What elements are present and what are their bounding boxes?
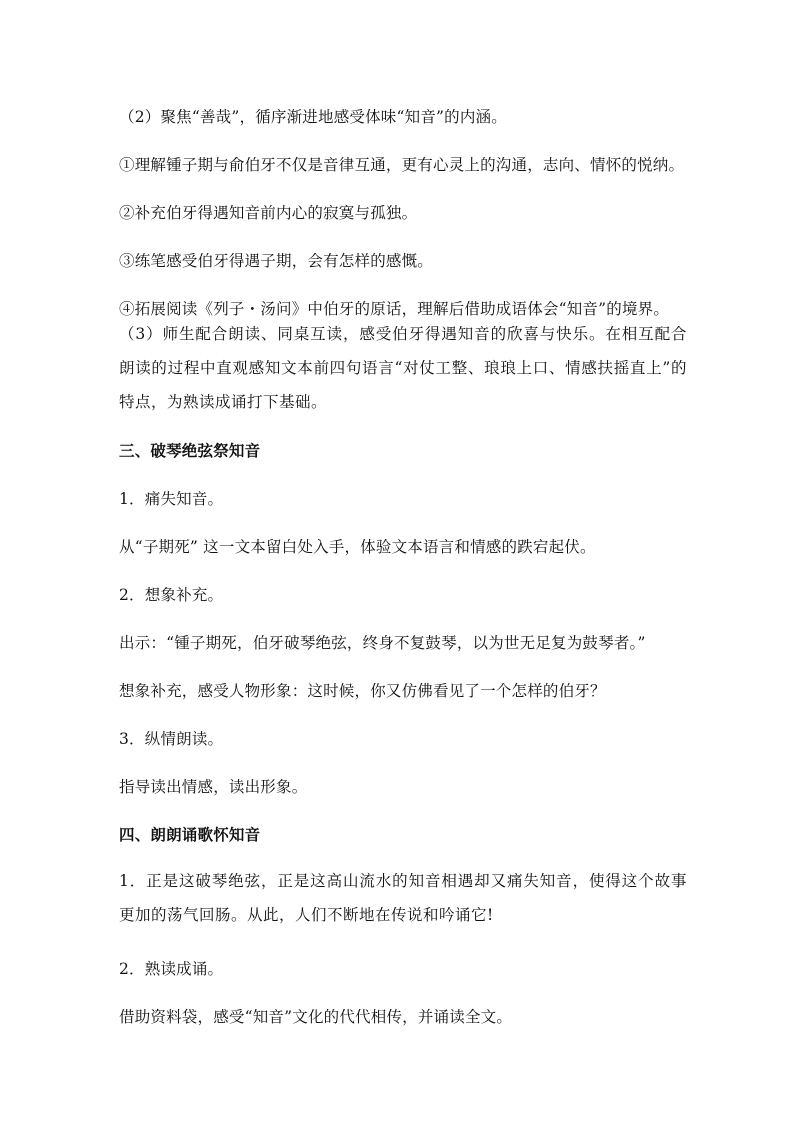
paragraph-item-2: ②补充伯牙得遇知音前内心的寂寞与孤独。 <box>119 204 418 222</box>
section-heading-3: 三、破琴绝弦祭知音 <box>119 441 261 460</box>
section-heading-4: 四、朗朗诵歌怀知音 <box>119 825 261 844</box>
paragraph-reading-practice: （3）师生配合朗读、同桌互读，感受伯牙得遇知音的欣喜与快乐。在相互配合朗读的过程中直观感知文本前四句语言“对仗工整、琅琅上口、情感扶摇直上”的特点，为熟读成诵打下基础。 <box>119 325 687 411</box>
step-read-aloud: 3．纵情朗读。 <box>119 730 224 748</box>
paragraph-resource-bag: 借助资料袋，感受“知音”文化的代代相传，并诵读全文。 <box>119 1008 513 1026</box>
paragraph-quote: 出示：“锺子期死，伯牙破琴绝弦，终身不复鼓琴，以为世无足复为鼓琴者。” <box>119 634 646 652</box>
step-lose-friend: 1．痛失知音。 <box>119 490 224 508</box>
paragraph-broken-strings: 1．正是这破琴绝弦，正是这高山流水的知音相遇却又痛失知音，使得这个故事更加的荡气回肠。从此，人们不断地在传说和吟诵它! <box>119 872 687 924</box>
paragraph-ziqi-died: 从“子期死” 这一文本留白处入手，体验文本语言和情感的跌宕起伏。 <box>119 538 596 556</box>
paragraph-item-1: ①理解锺子期与俞伯牙不仅是音律互通，更有心灵上的沟通，志向、情怀的悦纳。 <box>119 156 685 174</box>
paragraph-guide-reading: 指导读出情感，读出形象。 <box>119 778 308 796</box>
step-recite: 2．熟读成诵。 <box>119 960 224 978</box>
paragraph-item-4: ④拓展阅读《列子・汤问》中伯牙的原话，理解后借助成语体会“知音”的境界。 <box>119 300 670 318</box>
paragraph-focus-shanzai: （2）聚焦“善哉”，循序渐进地感受体味“知音”的内涵。 <box>119 108 507 126</box>
paragraph-imagine-character: 想象补充，感受人物形象：这时候，你又仿佛看见了一个怎样的伯牙？ <box>119 682 606 700</box>
step-imagine: 2．想象补充。 <box>119 586 224 604</box>
paragraph-item-3: ③练笔感受伯牙得遇子期，会有怎样的感慨。 <box>119 252 434 270</box>
